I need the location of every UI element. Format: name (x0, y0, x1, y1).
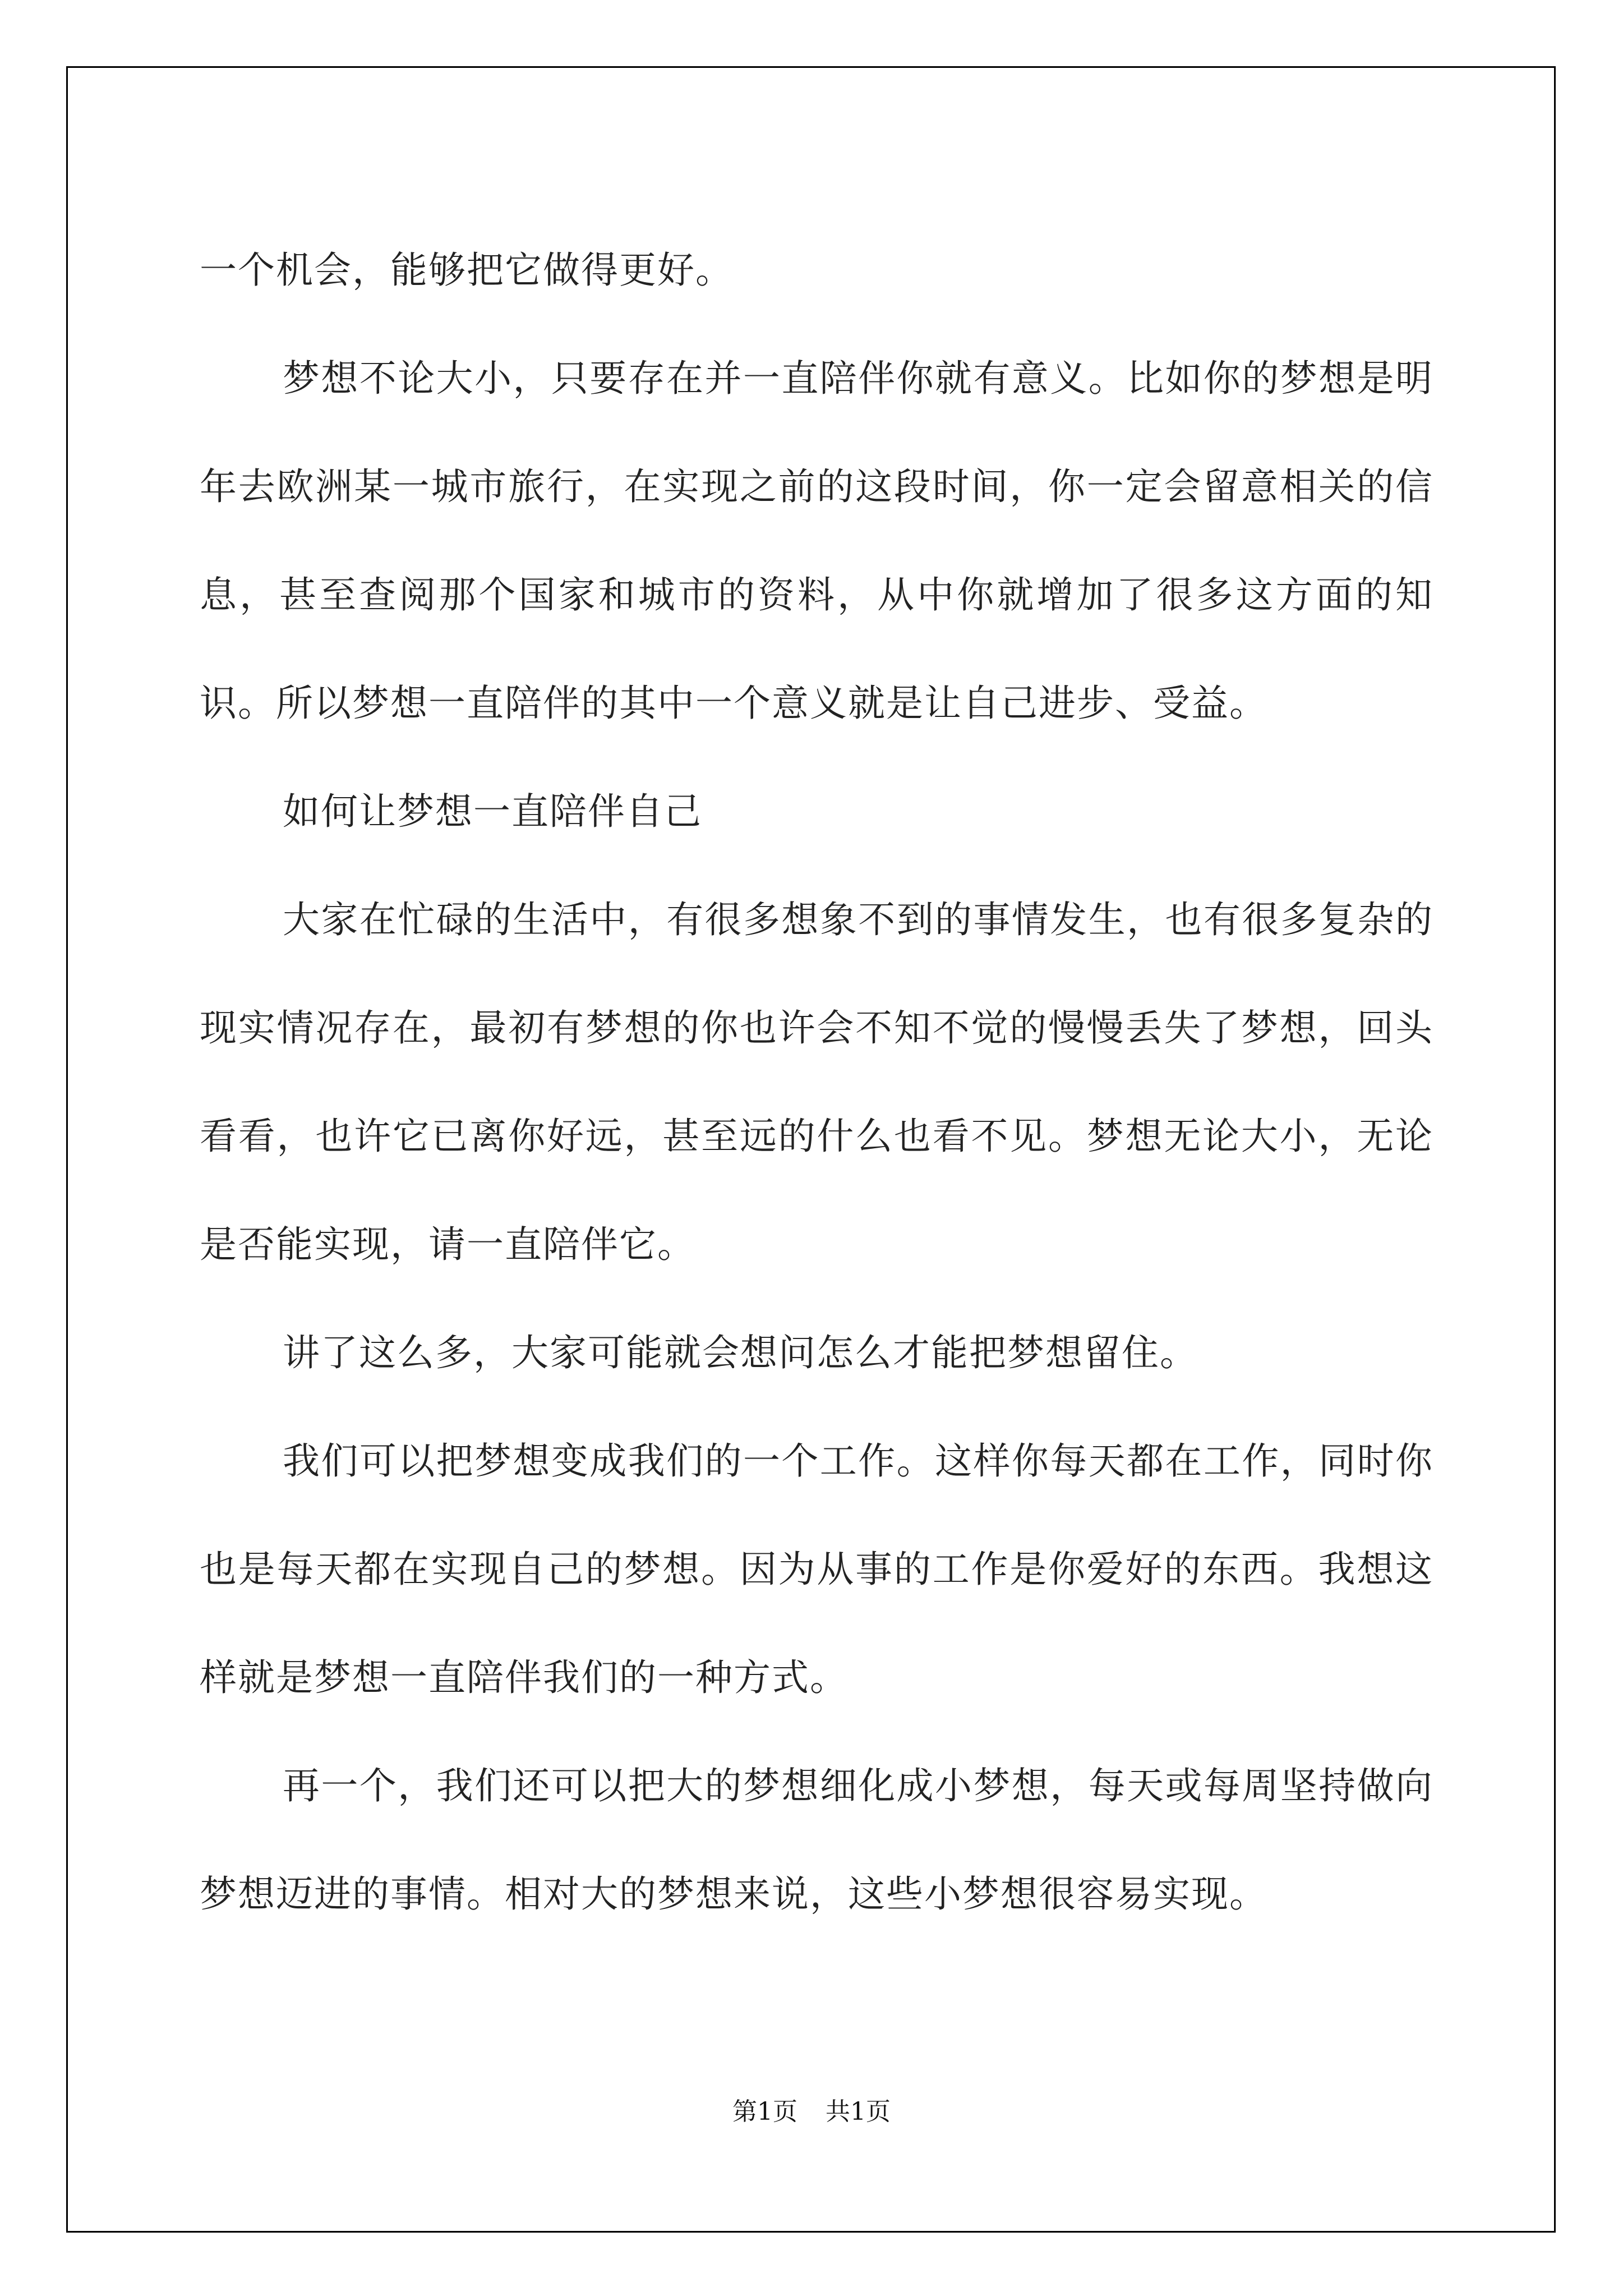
page-number: 第1页 (732, 2097, 797, 2126)
page-footer (0, 2091, 1623, 2127)
paragraph-5: 讲了这么多，大家可能就会想问怎么才能把梦想留住。 (283, 1331, 1198, 1374)
paragraph-4: 大家在忙碌的生活中，有很多想象不到的事情发生，也有很多复杂的现实情况存在，最初有梦想的你也许会不知不觉的慢慢丢失了梦想，回头看看，也许它已离你好远，甚至远的什么也看不见。梦想无论大小，无论是否能实现，请一直陪伴它。 (200, 898, 1433, 1266)
page-total: 共1页 (826, 2097, 891, 2126)
paragraph-heading: 如何让梦想一直陪伴自己 (283, 790, 702, 833)
paragraph-6: 我们可以把梦想变成我们的一个工作。这样你每天都在工作，同时你也是每天都在实现自己的梦想。因为从事的工作是你爱好的东西。我想这样就是梦想一直陪伴我们的一种方式。 (200, 1439, 1433, 1699)
paragraph-1: 一个机会，能够把它做得更好。 (200, 249, 734, 292)
paragraph-7: 再一个，我们还可以把大的梦想细化成小梦想，每天或每周坚持做向梦想迈进的事情。相对大的梦想来说，这些小梦想很容易实现。 (200, 1764, 1433, 1916)
document-body (200, 216, 1433, 1948)
paragraph-2: 梦想不论大小，只要存在并一直陪伴你就有意义。比如你的梦想是明年去欧洲某一城市旅行，在实现之前的这段时间，你一定会留意相关的信息，甚至查阅那个国家和城市的资料，从中你就增加了很多这方面的知识。所以梦想一直陪伴的其中一个意义就是让自己进步、受益。 (200, 357, 1433, 725)
